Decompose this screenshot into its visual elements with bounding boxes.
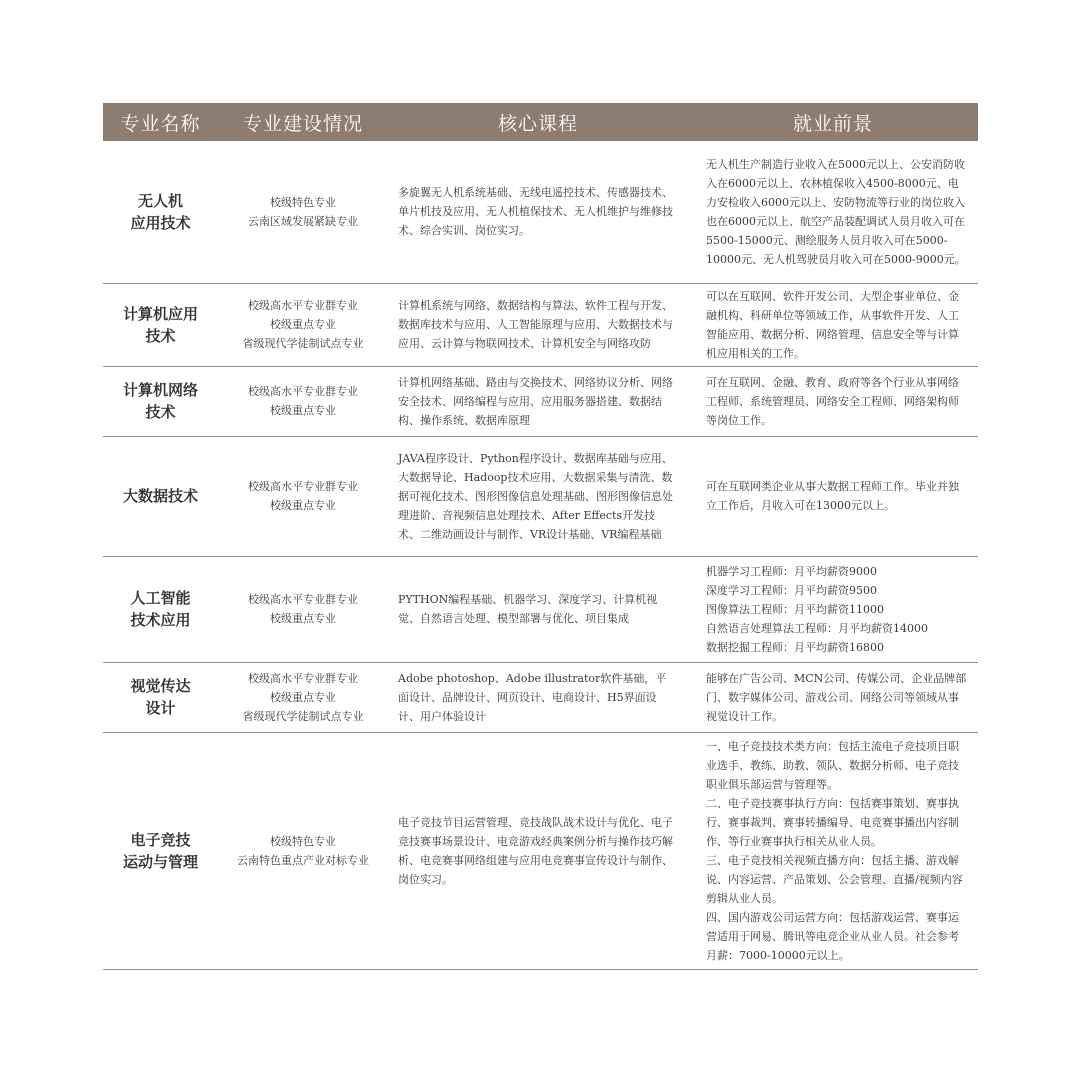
career-line: 四、国内游戏公司运营方向：包括游戏运营、赛事运营适用于网易、腾讯等电竞企业从业人员。社会参考月薪：7000-10000元以上。 bbox=[706, 910, 959, 962]
status-line: 校级重点专业 bbox=[270, 612, 336, 625]
header-construction-status: 专业建设情况 bbox=[218, 103, 388, 141]
status-line: 校级特色专业 bbox=[270, 195, 336, 209]
construction-status-cell bbox=[218, 662, 388, 732]
core-courses-cell: 电子竞技节目运营管理、竞技战队战术设计与优化、电子竞技赛事场景设计、电竞游戏经典案例分析与操作技巧解析、电竞赛事网络组建与应用电竞赛事宣传设计与制作、岗位实习。 bbox=[388, 732, 688, 969]
major-name-cell bbox=[103, 662, 218, 732]
table-row bbox=[103, 283, 978, 366]
header-career-prospects: 就业前景 bbox=[688, 103, 978, 141]
major-name-line: 技术应用 bbox=[130, 611, 191, 629]
core-courses-cell: 多旋翼无人机系统基础、无线电遥控技术、传感器技术、单片机技及应用、无人机植保技术、无人机维护与维修技术、综合实训、岗位实习。 bbox=[388, 141, 688, 283]
status-line: 校级重点专业 bbox=[270, 318, 336, 331]
career-line: 可以在互联网、软件开发公司、大型企事业单位、金融机构、科研单位等领域工作，从事软件开发、人工智能应用、数据分析、网络管理、信息安全等与计算机应用相关的工作。 bbox=[706, 289, 959, 360]
core-courses-cell: JAVA程序设计、Python程序设计、数据库基础与应用、大数据导论、Hadoop技术应用、大数据采集与清洗、数据可视化技术、图形图像信息处理基础、图形图像信息处理进阶、音视频信息处理技术、After Effects开发技术、二维动画设计与制作、VR设计基础、VR编程基础 bbox=[388, 436, 688, 556]
table-row bbox=[103, 662, 978, 732]
career-line: 自然语言处理算法工程师：月平均薪资14000 bbox=[706, 621, 928, 635]
construction-status-cell bbox=[218, 436, 388, 556]
status-line: 校级高水平专业群专业 bbox=[248, 299, 358, 312]
table-header bbox=[103, 103, 978, 141]
career-line: 无人机生产制造行业收入在5000元以上、公安消防收入在6000元以上、农林植保收入4500-8000元、电力安检收入6000元以上、安防物流等行业的岗位收入也在6000元以上、航空产品装配调试人员月收入可在5500-15000元、测绘服务人员月收入可在5000-10000元、无人机驾驶员月收入可在5000-9000元。 bbox=[706, 157, 966, 266]
major-name-line: 应用技术 bbox=[130, 213, 191, 232]
major-name-line: 计算机网络 bbox=[122, 381, 198, 399]
career-line: 可在互联网类企业从事大数据工程师工作。毕业并独立工作后，月收入可在13000元以上。 bbox=[706, 480, 959, 512]
career-line: 三、电子竞技相关视频直播方向：包括主播、游戏解说、内容运营、产品策划、公会管理、直播/视频内容剪辑从业人员。 bbox=[706, 853, 963, 905]
major-name-cell bbox=[103, 283, 218, 366]
major-name-line: 计算机应用 bbox=[122, 304, 198, 323]
major-name-line: 运动与管理 bbox=[122, 852, 198, 871]
header-major-name: 专业名称 bbox=[103, 103, 218, 141]
major-name-line: 无人机 bbox=[137, 191, 183, 210]
major-name-cell bbox=[103, 366, 218, 436]
status-line: 校级高水平专业群专业 bbox=[248, 593, 358, 606]
major-name-line: 人工智能 bbox=[130, 589, 191, 607]
major-name-cell bbox=[103, 556, 218, 662]
header-core-courses: 核心课程 bbox=[388, 103, 688, 141]
major-name-line: 技术 bbox=[145, 403, 176, 421]
status-line: 校级重点专业 bbox=[270, 690, 336, 704]
career-line: 二、电子竞技赛事执行方向：包括赛事策划、赛事执行、赛事裁判、赛事转播编导、电竞赛事播出内容制作、等行业赛事执行相关从业人员。 bbox=[706, 796, 959, 848]
career-prospects-cell bbox=[688, 283, 978, 366]
career-line: 可在互联网、金融、教育、政府等各个行业从事网络工程师、系统管理员、网络安全工程师、网络架构师等岗位工作。 bbox=[706, 375, 959, 427]
career-line: 一、电子竞技技术类方向：包括主流电子竞技项目职业选手、教练、助教、领队、数据分析师、电子竞技职业俱乐部运营与管理等。 bbox=[706, 739, 959, 791]
career-prospects-cell bbox=[688, 436, 978, 556]
career-prospects-cell bbox=[688, 366, 978, 436]
status-line: 校级重点专业 bbox=[270, 499, 336, 512]
career-prospects-cell bbox=[688, 732, 978, 969]
table-row bbox=[103, 732, 978, 969]
major-name-cell bbox=[103, 732, 218, 969]
core-courses-cell: 计算机系统与网络、数据结构与算法、软件工程与开发、数据库技术与应用、人工智能原理与应用、大数据技术与应用、云计算与物联网技术、计算机安全与网络攻防 bbox=[388, 283, 688, 366]
table-row bbox=[103, 141, 978, 283]
status-line: 云南特色重点产业对标专业 bbox=[237, 853, 369, 867]
career-line: 数据挖掘工程师：月平均薪资16800 bbox=[706, 640, 884, 654]
construction-status-cell bbox=[218, 141, 388, 283]
major-name-line: 设计 bbox=[145, 699, 176, 717]
status-line: 云南区域发展紧缺专业 bbox=[248, 214, 358, 228]
career-line: 深度学习工程师：月平均薪资9500 bbox=[706, 583, 877, 597]
status-line: 校级高水平专业群专业 bbox=[248, 480, 358, 493]
career-line: 能够在广告公司、MCN公司、传媒公司、企业品牌部门、数字媒体公司、游戏公司、网络公司等领域从事视觉设计工作。 bbox=[706, 671, 967, 723]
career-prospects-cell bbox=[688, 662, 978, 732]
major-name-line: 技术 bbox=[145, 326, 176, 345]
major-name-line: 大数据技术 bbox=[122, 487, 198, 505]
construction-status-cell bbox=[218, 732, 388, 969]
status-line: 省级现代学徒制试点专业 bbox=[242, 709, 364, 723]
table-row bbox=[103, 436, 978, 556]
status-line: 省级现代学徒制试点专业 bbox=[242, 337, 364, 350]
core-courses-cell: Adobe photoshop、Adobe illustrator软件基础，平面设计、品牌设计、网页设计、电商设计、H5界面设计、用户体验设计 bbox=[388, 662, 688, 732]
major-name-line: 视觉传达 bbox=[130, 677, 191, 695]
status-line: 校级高水平专业群专业 bbox=[248, 385, 358, 398]
construction-status-cell bbox=[218, 556, 388, 662]
status-line: 校级特色专业 bbox=[270, 834, 336, 848]
career-line: 机器学习工程师：月平均薪资9000 bbox=[706, 564, 877, 578]
core-courses-cell: 计算机网络基础、路由与交换技术、网络协议分析、网络安全技术、网络编程与应用、应用服务器搭建、数据结构、操作系统、数据库原理 bbox=[388, 366, 688, 436]
career-line: 图像算法工程师：月平均薪资11000 bbox=[706, 602, 884, 616]
construction-status-cell bbox=[218, 366, 388, 436]
core-courses-cell: PYTHON编程基础、机器学习、深度学习、计算机视觉、自然语言处理、模型部署与优化、项目集成 bbox=[388, 556, 688, 662]
career-prospects-cell bbox=[688, 556, 978, 662]
major-name-line: 电子竞技 bbox=[130, 830, 191, 849]
status-line: 校级重点专业 bbox=[270, 404, 336, 417]
construction-status-cell bbox=[218, 283, 388, 366]
table-row bbox=[103, 366, 978, 436]
major-name-cell bbox=[103, 141, 218, 283]
career-prospects-cell bbox=[688, 141, 978, 283]
major-table bbox=[103, 103, 978, 970]
table-row bbox=[103, 556, 978, 662]
major-name-cell bbox=[103, 436, 218, 556]
table-body bbox=[103, 141, 978, 969]
status-line: 校级高水平专业群专业 bbox=[248, 671, 358, 685]
